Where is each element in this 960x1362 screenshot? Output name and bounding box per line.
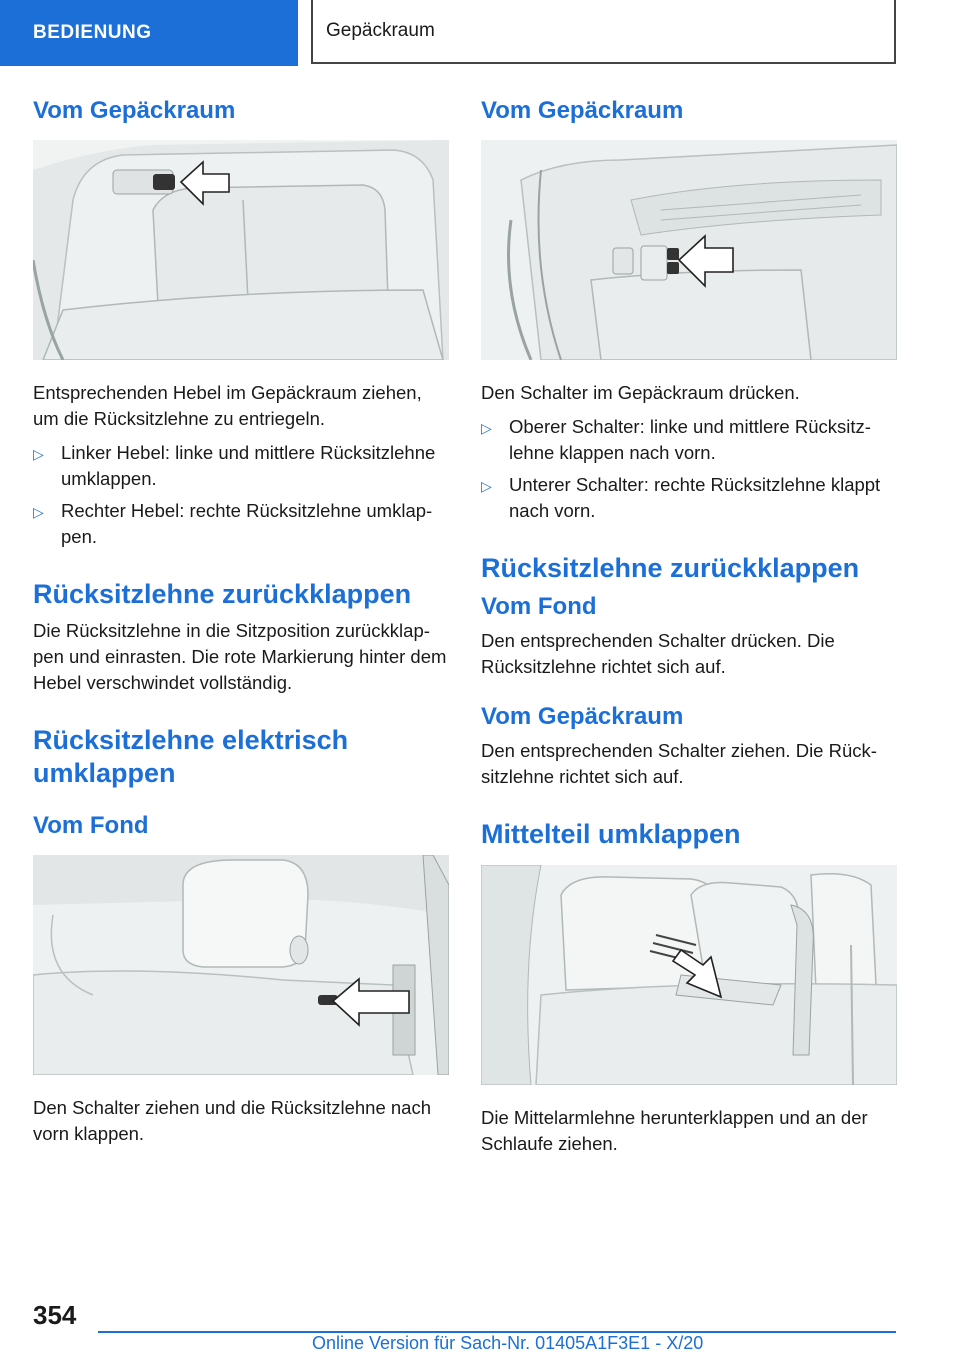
heading-vom-fond: Vom Fond [33, 812, 149, 840]
triangle-bullet-icon: ▷ [33, 504, 44, 520]
page-number: 354 [33, 1300, 77, 1330]
list-item-text: Rechter Hebel: rechte Rücksitzlehne umklappen. [61, 500, 433, 547]
heading-vom-gepaeckraum-right: Vom Gepäckraum [481, 97, 684, 124]
bullet-list-switches [481, 414, 897, 524]
list-item [481, 472, 897, 524]
right-column [481, 96, 897, 1157]
heading-rueckklappen-right: Rücksitzlehne zurückklappen [481, 553, 860, 583]
paragraph-fond-switch: Den Schalter ziehen und die Rücksitzlehne nach vorn klappen. [33, 1097, 431, 1145]
paragraph-middle-armrest: Die Mittelarmlehne herunterklappen und an der Schlaufe ziehen. [481, 1106, 868, 1154]
footer-version-note: Online Version für Sach-Nr. 01405A1F3E1 - X/20 [312, 1333, 704, 1353]
paragraph-rueckklappen: Die Rücksitzlehne in die Sitzposition zurückklappen und einrasten. Die rote Markierung hinter dem Hebel verschwindet vollständig. [33, 620, 447, 694]
list-item-text: Linker Hebel: linke und mittlere Rücksitzlehne umklappen. [61, 442, 436, 489]
triangle-bullet-icon: ▷ [33, 446, 44, 462]
list-item [481, 414, 897, 466]
figure-middle-armrest [481, 865, 897, 1085]
list-item-text: Oberer Schalter: linke und mittlere Rücksitzlehne klappen nach vorn. [509, 416, 871, 463]
heading-vom-gepaeckraum: Vom Gepäckraum [33, 97, 236, 124]
triangle-bullet-icon: ▷ [481, 420, 492, 436]
paragraph-luggage-switch: Den Schalter im Gepäckraum drücken. [481, 382, 800, 403]
list-item [33, 440, 449, 492]
list-item-text: Unterer Schalter: rechte Rücksitzlehne klappt nach vorn. [509, 474, 881, 521]
heading-rueckklappen: Rücksitzlehne zurückklappen [33, 579, 412, 609]
header-chapter-box [311, 0, 896, 64]
figure-luggage-lever [33, 140, 449, 360]
bullet-list-levers [33, 440, 449, 550]
heading-vom-gepaeckraum-right-2: Vom Gepäckraum [481, 703, 684, 731]
list-item [33, 498, 449, 550]
header-section-tab [0, 0, 298, 66]
header-chapter-label: Gepäckraum [326, 20, 435, 41]
heading-elektrisch-umklappen: Rücksitzlehne elektrisch umklappen [33, 725, 349, 788]
header-section-label: BEDIENUNG [33, 22, 152, 43]
heading-vom-fond-right: Vom Fond [481, 593, 597, 621]
paragraph-fond-right: Den entsprechenden Schalter drücken. Die Rücksitzlehne richtet sich auf. [481, 630, 835, 678]
figure-luggage-switch [481, 140, 897, 360]
figure-rear-seat-switch [33, 855, 449, 1075]
paragraph-luggage-right-2: Den entsprechenden Schalter ziehen. Die Rücksitzlehne richtet sich auf. [481, 740, 877, 788]
triangle-bullet-icon: ▷ [481, 478, 492, 494]
left-column [33, 96, 449, 1147]
paragraph-luggage-lever: Entsprechenden Hebel im Gepäckraum ziehen, um die Rücksitzlehne zu entriegeln. [33, 382, 422, 429]
heading-mittelteil-umklappen: Mittelteil umklappen [481, 819, 741, 850]
